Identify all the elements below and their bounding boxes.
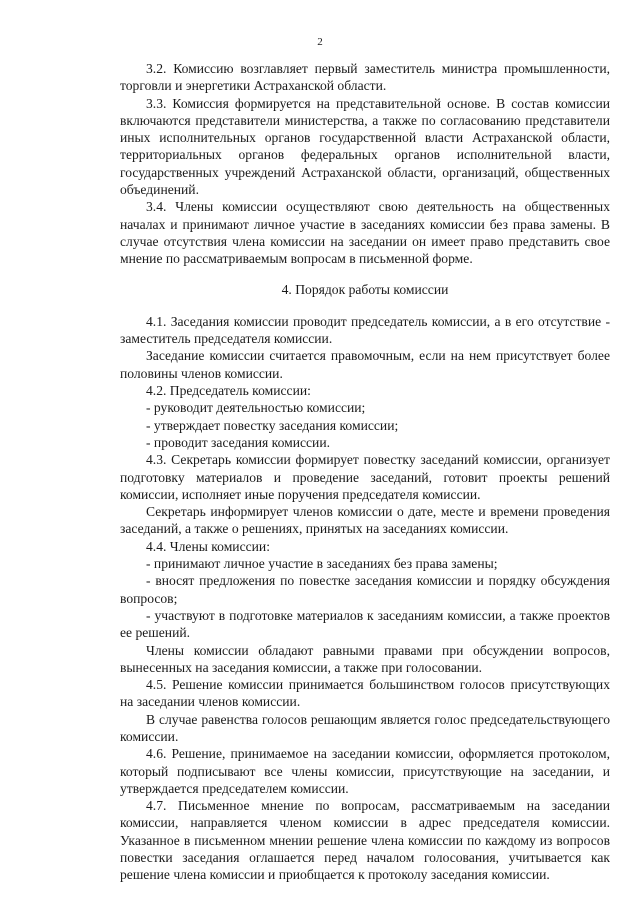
paragraph-equal-rights: Члены комиссии обладают равными правами при обсуждении вопросов, вынесенных на заседания комиссии, а также при голосовании. [120, 642, 610, 675]
list-item-members-1: - принимают личное участие в заседаниях без права замены; [146, 556, 498, 572]
list-item-chair-2: - утверждает повестку заседания комиссии; [146, 417, 399, 433]
paragraph-tie-vote: В случае равенства голосов решающим является голос председательствующего комиссии. [120, 711, 610, 744]
paragraph-3-4: 3.4. Члены комиссии осуществляют свою деятельность на общественных началах и принимают личное участие в заседаниях комиссии без права замены. В случае отсутствия члена комиссии на заседании он имеет право представить свое мнение по рассматриваемым вопросам в письменной форме. [120, 199, 610, 267]
paragraph-4-5: 4.5. Решение комиссии принимается большинством голосов присутствующих на заседании членов комиссии. [120, 677, 610, 710]
paragraph-4-4: 4.4. Члены комиссии: [146, 538, 270, 554]
paragraph-quorum: Заседание комиссии считается правомочным, если на нем присутствует более половины членов комиссии. [120, 348, 610, 381]
paragraph-4-1: 4.1. Заседания комиссии проводит председатель комиссии, а в его отсутствие - заместитель председателя комиссии. [120, 313, 610, 347]
list-item-chair-1: - руководит деятельностью комиссии; [146, 400, 366, 416]
page-number: 2 [317, 36, 323, 48]
paragraph-4-3: 4.3. Секретарь комиссии формирует повестку заседаний комиссии, организует подготовку материалов и проведение заседаний, готовит проекты решений комиссии, исполняет иные поручения председателя комиссии. [120, 452, 610, 502]
paragraph-4-6: 4.6. Решение, принимаемое на заседании комиссии, оформляется протоколом, который подписывают все члены комиссии, присутствующие на заседании, и утверждается председателем комиссии. [120, 746, 610, 796]
list-item-members-2: - вносят предложения по повестке заседания комиссии и порядку обсуждения вопросов; [120, 573, 610, 606]
list-item-members-3: - участвуют в подготовке материалов к заседаниям комиссии, а также проектов ее решений. [120, 607, 610, 641]
list-item-chair-3: - проводит заседания комиссии. [146, 434, 331, 450]
paragraph-4-7: 4.7. Письменное мнение по вопросам, рассматриваемым на заседании комиссии, направляется членом комиссии в адрес председателя комиссии. Указанное в письменном мнении решение члена комиссии по каждому из вопросов повестки заседания оглашается перед началом голосования, учитывается как решение члена комиссии и приобщается к протоколу заседания комиссии. [120, 798, 610, 883]
document-body [120, 60, 610, 884]
paragraph-4-2: 4.2. Председатель комиссии: [146, 383, 311, 399]
section-heading: 4. Порядок работы комиссии [281, 281, 449, 297]
paragraph-3-3: 3.3. Комиссия формируется на представительной основе. В состав комиссии включаются представители министерства, а также по согласованию представители иных исполнительных органов государственной власти Астраханской области, территориальных органов федеральных органов исполнительной власти, государственных учреждений Астраханской области, организаций, общественных объединений. [120, 95, 610, 198]
paragraph-3-2: 3.2. Комиссию возглавляет первый заместитель министра промышленности, торговли и энергетики Астраханской области. [120, 61, 610, 94]
paragraph-secretary-info: Секретарь информирует членов комиссии о дате, месте и времени проведения заседаний, а также о решениях, принятых на заседаниях комиссии. [120, 504, 610, 537]
